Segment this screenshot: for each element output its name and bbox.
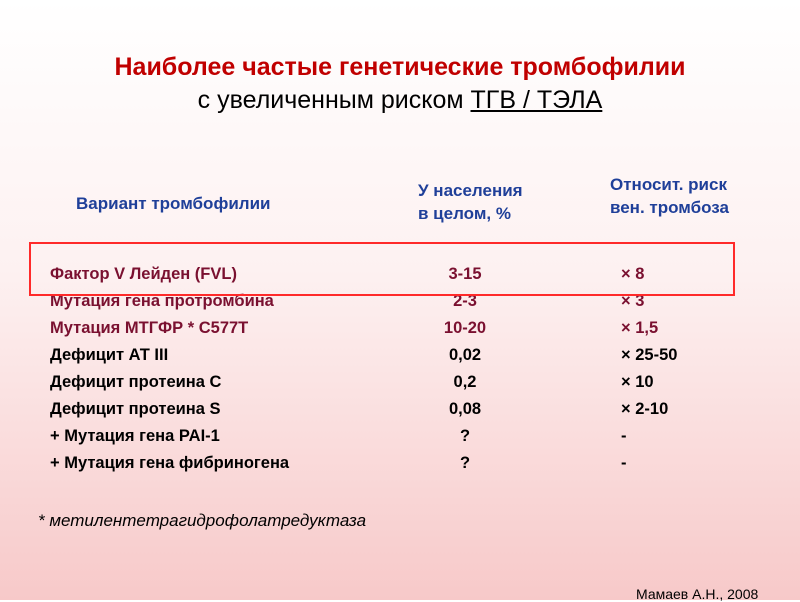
row-risk: × 10	[621, 373, 654, 391]
row-variant: + Мутация гена фибриногена	[50, 454, 290, 472]
table-row	[0, 396, 800, 423]
subtitle-prefix: с увеличенным риском	[197, 86, 471, 114]
row-risk: × 3	[621, 292, 645, 310]
highlight-box	[29, 242, 735, 296]
row-risk: -	[621, 454, 627, 472]
row-risk: × 1,5	[621, 319, 659, 337]
header-population-line1: У населения	[418, 181, 523, 200]
row-variant: Мутация гена протромбина	[50, 292, 274, 310]
slide-subtitle	[0, 86, 800, 115]
header-risk-line2: вен. тромбоза	[610, 198, 729, 217]
row-risk: × 25-50	[621, 346, 678, 364]
subtitle-underlined: ТГВ / ТЭЛА	[470, 86, 603, 114]
row-risk: × 8	[621, 265, 645, 283]
row-variant: + Мутация гена PAI-1	[50, 427, 220, 445]
header-risk-line1: Относит. риск	[610, 175, 727, 194]
table-row	[0, 369, 800, 396]
row-population: 10-20	[443, 319, 487, 337]
row-population: 0,08	[448, 400, 482, 418]
header-risk	[610, 173, 729, 219]
table-row	[0, 342, 800, 369]
author-credit: Мамаев А.Н., 2008	[636, 586, 759, 602]
row-population: ?	[459, 454, 471, 472]
row-population: 2-3	[453, 292, 477, 310]
row-population: 3-15	[448, 265, 482, 283]
row-population: 0,02	[448, 346, 482, 364]
row-risk: × 2-10	[621, 400, 669, 418]
row-variant: Дефицит протеина S	[50, 400, 221, 418]
row-risk: -	[621, 427, 627, 445]
header-variant: Вариант тромбофилии	[76, 194, 271, 213]
row-population: 0,2	[453, 373, 477, 391]
table-row	[0, 450, 800, 477]
footnote: * метилентетрагидрофолатредуктаза	[38, 511, 367, 530]
header-population	[418, 179, 523, 225]
row-variant: Дефицит протеина С	[50, 373, 222, 391]
header-population-line2: в целом, %	[418, 204, 511, 223]
table-row	[0, 315, 800, 342]
row-variant: Фактор V Лейден (FVL)	[50, 265, 237, 283]
row-population: ?	[459, 427, 471, 445]
table-row	[0, 423, 800, 450]
slide-title: Наиболее частые генетические тромбофилии	[114, 53, 686, 81]
row-variant: Дефицит АТ III	[50, 346, 169, 364]
row-variant: Мутация МТГФР * С577Т	[50, 319, 249, 337]
